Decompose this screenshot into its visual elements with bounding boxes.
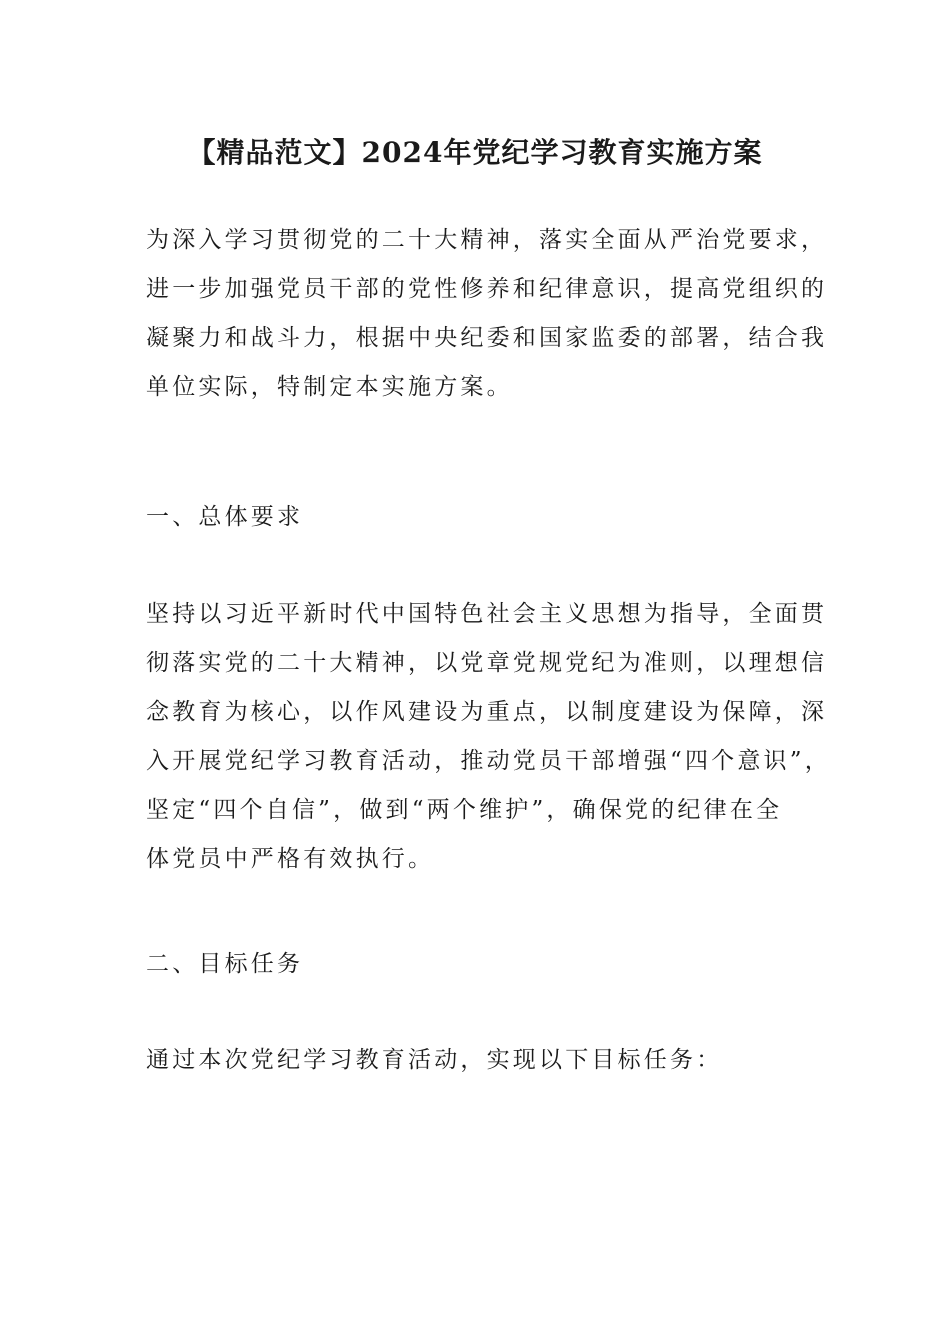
paragraph-line: 念教育为核心，以作风建设为重点，以制度建设为保障，深 <box>146 699 828 725</box>
section-1-paragraph <box>146 590 831 884</box>
paragraph-line: 坚持以习近平新时代中国特色社会主义思想为指导，全面贯 <box>146 601 828 627</box>
paragraph-line: 体党员中严格有效执行。 <box>146 846 435 872</box>
section-heading-2 <box>146 940 816 989</box>
intro-paragraph <box>146 216 828 412</box>
document-title: 【精品范文】2024年党纪学习教育实施方案 <box>187 136 763 169</box>
paragraph-line: 单位实际，特制定本实施方案。 <box>146 374 513 400</box>
section-heading-1 <box>146 493 816 542</box>
paragraph-line: 入开展党纪学习教育活动，推动党员干部增强“四个意识”， <box>146 748 831 774</box>
section-heading: 二、目标任务 <box>146 951 304 977</box>
section-2-paragraph <box>146 1036 816 1085</box>
paragraph-line: 通过本次党纪学习教育活动，实现以下目标任务： <box>146 1047 723 1073</box>
paragraph-line: 进一步加强党员干部的党性修养和纪律意识，提高党组织的 <box>146 276 828 302</box>
paragraph-line: 凝聚力和战斗力，根据中央纪委和国家监委的部署，结合我 <box>146 325 828 351</box>
paragraph-line: 为深入学习贯彻党的二十大精神，落实全面从严治党要求， <box>146 227 828 253</box>
paragraph-line: 彻落实党的二十大精神，以党章党规党纪为准则，以理想信 <box>146 650 828 676</box>
paragraph-line: 坚定“四个自信”，做到“两个维护”，确保党的纪律在全 <box>146 797 783 823</box>
section-heading: 一、总体要求 <box>146 504 304 530</box>
